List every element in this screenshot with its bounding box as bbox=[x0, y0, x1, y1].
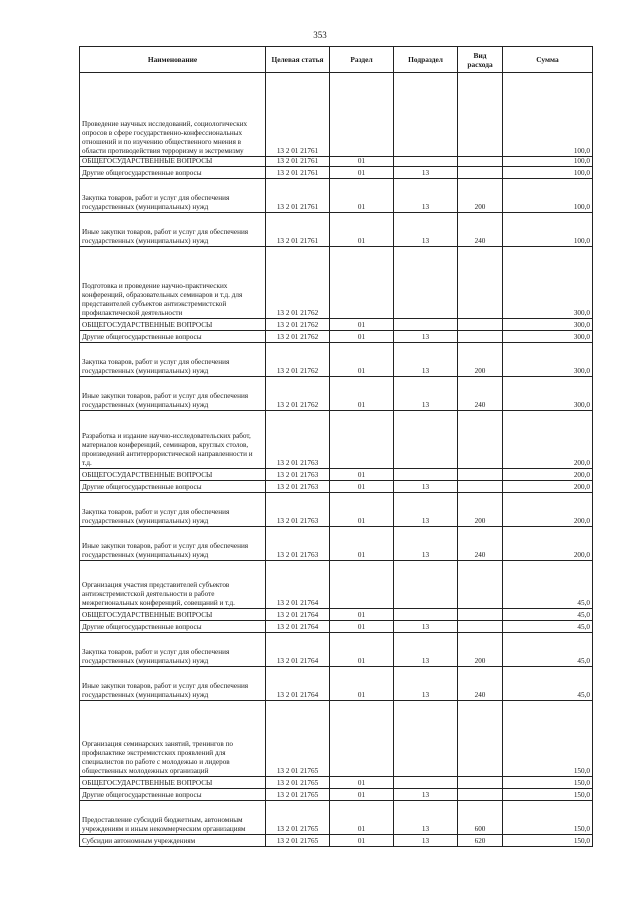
table-row-subsection: 13 bbox=[394, 179, 458, 213]
table-row bbox=[80, 319, 593, 331]
table-row-subsection bbox=[394, 411, 458, 469]
table-row-name: ОБЩЕГОСУДАРСТВЕННЫЕ ВОПРОСЫ bbox=[80, 319, 266, 331]
table-row-target-article: 13 2 01 21763 bbox=[266, 411, 330, 469]
table-row-sum: 100,0 bbox=[503, 73, 593, 157]
header-expense-type: Вид расхода bbox=[458, 47, 503, 73]
table-row-target-article: 13 2 01 21761 bbox=[266, 179, 330, 213]
table-row-sum: 100,0 bbox=[503, 179, 593, 213]
table-row-sum: 200,0 bbox=[503, 527, 593, 561]
table-row-name: ОБЩЕГОСУДАРСТВЕННЫЕ ВОПРОСЫ bbox=[80, 469, 266, 481]
table-row bbox=[80, 801, 593, 835]
table-row-target-article: 13 2 01 21765 bbox=[266, 835, 330, 847]
table-row bbox=[80, 777, 593, 789]
table-row-sum: 300,0 bbox=[503, 331, 593, 343]
table-row-section: 01 bbox=[330, 667, 394, 701]
table-row-section: 01 bbox=[330, 609, 394, 621]
table-row-name: Другие общегосударственные вопросы bbox=[80, 167, 266, 179]
table-row-subsection bbox=[394, 469, 458, 481]
table-row-expense-type: 200 bbox=[458, 343, 503, 377]
table-row-section: 01 bbox=[330, 167, 394, 179]
table-row-name: Организация семинарских занятий, тренингов по профилактике экстремистских проявлений для специалистов по работе с молодежью и лидеров общественных молодежных организаций bbox=[80, 701, 266, 777]
table-row bbox=[80, 157, 593, 167]
table-row-sum: 100,0 bbox=[503, 213, 593, 247]
table-row-subsection: 13 bbox=[394, 667, 458, 701]
table-row bbox=[80, 701, 593, 777]
table-row-section bbox=[330, 561, 394, 609]
table-row-sum: 150,0 bbox=[503, 701, 593, 777]
page-number: 353 bbox=[313, 30, 327, 40]
table-row-subsection: 13 bbox=[394, 481, 458, 493]
header-subsection: Подраздел bbox=[394, 47, 458, 73]
table-row bbox=[80, 633, 593, 667]
table-row bbox=[80, 377, 593, 411]
table-row-section: 01 bbox=[330, 469, 394, 481]
table-row-section bbox=[330, 701, 394, 777]
table-row-expense-type bbox=[458, 319, 503, 331]
table-row-subsection bbox=[394, 561, 458, 609]
table-row bbox=[80, 493, 593, 527]
table-row-sum: 45,0 bbox=[503, 609, 593, 621]
table-row bbox=[80, 621, 593, 633]
table-row-expense-type: 240 bbox=[458, 377, 503, 411]
table-row-name: Иные закупки товаров, работ и услуг для обеспечения государственных (муниципальных) нужд bbox=[80, 213, 266, 247]
table-row-expense-type bbox=[458, 777, 503, 789]
table-row-subsection: 13 bbox=[394, 633, 458, 667]
table-row bbox=[80, 247, 593, 319]
table-row-section: 01 bbox=[330, 777, 394, 789]
table-row-target-article: 13 2 01 21764 bbox=[266, 561, 330, 609]
table-row-sum: 150,0 bbox=[503, 789, 593, 801]
table-row-section: 01 bbox=[330, 621, 394, 633]
table-row bbox=[80, 527, 593, 561]
table-row-sum: 300,0 bbox=[503, 319, 593, 331]
table-row bbox=[80, 343, 593, 377]
table-row-section: 01 bbox=[330, 493, 394, 527]
table-row-target-article: 13 2 01 21765 bbox=[266, 701, 330, 777]
table-row-expense-type bbox=[458, 331, 503, 343]
table-row-expense-type: 600 bbox=[458, 801, 503, 835]
table-row-sum: 45,0 bbox=[503, 621, 593, 633]
table-row-section: 01 bbox=[330, 377, 394, 411]
table-row-target-article: 13 2 01 21762 bbox=[266, 319, 330, 331]
table-row bbox=[80, 167, 593, 179]
table-row-subsection bbox=[394, 73, 458, 157]
table-row-name: Организация участия представителей субъектов антиэкстремистской деятельности в работе межрегиональных конференций, совещаний и т.д. bbox=[80, 561, 266, 609]
table-row-subsection bbox=[394, 157, 458, 167]
table-row-sum: 45,0 bbox=[503, 561, 593, 609]
table-row-subsection bbox=[394, 319, 458, 331]
table-row-name: Разработка и издание научно-исследовательских работ, материалов конференций, семинаров, круглых столов, произведений антитеррористической направленности и т.д. bbox=[80, 411, 266, 469]
header-target-article: Целевая статья bbox=[266, 47, 330, 73]
table-row-section: 01 bbox=[330, 331, 394, 343]
table-row-section: 01 bbox=[330, 789, 394, 801]
table-row bbox=[80, 179, 593, 213]
header-section: Раздел bbox=[330, 47, 394, 73]
table-row-target-article: 13 2 01 21764 bbox=[266, 633, 330, 667]
table-row-subsection: 13 bbox=[394, 493, 458, 527]
table-row-subsection: 13 bbox=[394, 527, 458, 561]
table-row-sum: 45,0 bbox=[503, 667, 593, 701]
table-row-name: Закупка товаров, работ и услуг для обеспечения государственных (муниципальных) нужд bbox=[80, 179, 266, 213]
table-row-target-article: 13 2 01 21761 bbox=[266, 157, 330, 167]
table-row-expense-type: 200 bbox=[458, 493, 503, 527]
table-row-expense-type: 200 bbox=[458, 633, 503, 667]
table-row-target-article: 13 2 01 21761 bbox=[266, 167, 330, 179]
table-row-target-article: 13 2 01 21764 bbox=[266, 609, 330, 621]
table-row-expense-type bbox=[458, 247, 503, 319]
table-row-expense-type: 240 bbox=[458, 667, 503, 701]
table-row-name: Другие общегосударственные вопросы bbox=[80, 331, 266, 343]
table-row-section: 01 bbox=[330, 801, 394, 835]
table-row-section: 01 bbox=[330, 527, 394, 561]
table-row-section bbox=[330, 73, 394, 157]
header-sum: Сумма bbox=[503, 47, 593, 73]
table-row-sum: 200,0 bbox=[503, 481, 593, 493]
table-row-expense-type: 200 bbox=[458, 179, 503, 213]
table-row-expense-type bbox=[458, 701, 503, 777]
table-row bbox=[80, 835, 593, 847]
table-row-expense-type bbox=[458, 157, 503, 167]
table-row-subsection bbox=[394, 777, 458, 789]
table-row-target-article: 13 2 01 21765 bbox=[266, 801, 330, 835]
table-row bbox=[80, 213, 593, 247]
table-row-sum: 150,0 bbox=[503, 835, 593, 847]
table-row-subsection: 13 bbox=[394, 835, 458, 847]
table-row bbox=[80, 609, 593, 621]
table-row-subsection: 13 bbox=[394, 377, 458, 411]
table-row bbox=[80, 789, 593, 801]
table-row-target-article: 13 2 01 21761 bbox=[266, 73, 330, 157]
table-row-target-article: 13 2 01 21762 bbox=[266, 377, 330, 411]
table-row-target-article: 13 2 01 21762 bbox=[266, 331, 330, 343]
table-row-target-article: 13 2 01 21762 bbox=[266, 247, 330, 319]
table-row-name: ОБЩЕГОСУДАРСТВЕННЫЕ ВОПРОСЫ bbox=[80, 157, 266, 167]
table-row-section bbox=[330, 411, 394, 469]
table-row-expense-type bbox=[458, 167, 503, 179]
table-row-section: 01 bbox=[330, 179, 394, 213]
table-row bbox=[80, 561, 593, 609]
table-row-target-article: 13 2 01 21761 bbox=[266, 213, 330, 247]
budget-table bbox=[79, 46, 593, 847]
table-row bbox=[80, 411, 593, 469]
table-row-name: Другие общегосударственные вопросы bbox=[80, 621, 266, 633]
table-row-expense-type: 240 bbox=[458, 527, 503, 561]
table-row-name: ОБЩЕГОСУДАРСТВЕННЫЕ ВОПРОСЫ bbox=[80, 777, 266, 789]
table-row-expense-type bbox=[458, 561, 503, 609]
table-row-expense-type bbox=[458, 469, 503, 481]
table-row-name: ОБЩЕГОСУДАРСТВЕННЫЕ ВОПРОСЫ bbox=[80, 609, 266, 621]
table-row-name: Проведение научных исследований, социологических опросов в сфере государственно-конфессиональных отношений и по изучению общественного мнения в области противодействия терроризму и экстремизму bbox=[80, 73, 266, 157]
table-row-name: Подготовка и проведение научно-практических конференций, образовательных семинаров и т.д. для представителей субъектов антиэкстремистской профилактической деятельности bbox=[80, 247, 266, 319]
table-row-expense-type bbox=[458, 789, 503, 801]
table-row-name: Иные закупки товаров, работ и услуг для обеспечения государственных (муниципальных) нужд bbox=[80, 527, 266, 561]
table-row-target-article: 13 2 01 21764 bbox=[266, 667, 330, 701]
table-row-sum: 45,0 bbox=[503, 633, 593, 667]
table-row-subsection bbox=[394, 609, 458, 621]
table-header-row bbox=[80, 47, 593, 73]
table-row-section bbox=[330, 247, 394, 319]
table-row-target-article: 13 2 01 21763 bbox=[266, 469, 330, 481]
table-row-sum: 100,0 bbox=[503, 167, 593, 179]
table-row-sum: 150,0 bbox=[503, 777, 593, 789]
table-row-subsection: 13 bbox=[394, 789, 458, 801]
table-row-name: Другие общегосударственные вопросы bbox=[80, 481, 266, 493]
table-row-section: 01 bbox=[330, 633, 394, 667]
table-row-name: Закупка товаров, работ и услуг для обеспечения государственных (муниципальных) нужд bbox=[80, 493, 266, 527]
table-row-section: 01 bbox=[330, 213, 394, 247]
table-row-name: Субсидии автономным учреждениям bbox=[80, 835, 266, 847]
table-row-section: 01 bbox=[330, 343, 394, 377]
table-row-sum: 300,0 bbox=[503, 247, 593, 319]
table-row-target-article: 13 2 01 21762 bbox=[266, 343, 330, 377]
header-name: Наименование bbox=[80, 47, 266, 73]
table-row-expense-type bbox=[458, 411, 503, 469]
table-row-expense-type: 240 bbox=[458, 213, 503, 247]
table-row-subsection: 13 bbox=[394, 801, 458, 835]
table-row-subsection bbox=[394, 701, 458, 777]
table-row-subsection bbox=[394, 247, 458, 319]
table-row-sum: 300,0 bbox=[503, 377, 593, 411]
table-row-expense-type bbox=[458, 73, 503, 157]
table-row-target-article: 13 2 01 21763 bbox=[266, 493, 330, 527]
table-row-name: Иные закупки товаров, работ и услуг для обеспечения государственных (муниципальных) нужд bbox=[80, 377, 266, 411]
table-row bbox=[80, 73, 593, 157]
table-row-sum: 200,0 bbox=[503, 411, 593, 469]
table-row-name: Другие общегосударственные вопросы bbox=[80, 789, 266, 801]
table-row-sum: 100,0 bbox=[503, 157, 593, 167]
table-row-sum: 200,0 bbox=[503, 469, 593, 481]
table-row-subsection: 13 bbox=[394, 167, 458, 179]
table-row-section: 01 bbox=[330, 319, 394, 331]
table-row-subsection: 13 bbox=[394, 331, 458, 343]
table-row-name: Закупка товаров, работ и услуг для обеспечения государственных (муниципальных) нужд bbox=[80, 633, 266, 667]
table-row-sum: 300,0 bbox=[503, 343, 593, 377]
table-row-name: Предоставление субсидий бюджетным, автономным учреждениям и иным некоммерческим организациям bbox=[80, 801, 266, 835]
table-row bbox=[80, 331, 593, 343]
table-row-expense-type bbox=[458, 609, 503, 621]
table-body bbox=[80, 73, 593, 847]
table-row bbox=[80, 469, 593, 481]
table-row-expense-type: 620 bbox=[458, 835, 503, 847]
table-row-subsection: 13 bbox=[394, 343, 458, 377]
table-row-section: 01 bbox=[330, 481, 394, 493]
table-row-name: Закупка товаров, работ и услуг для обеспечения государственных (муниципальных) нужд bbox=[80, 343, 266, 377]
table-row-name: Иные закупки товаров, работ и услуг для обеспечения государственных (муниципальных) нужд bbox=[80, 667, 266, 701]
table-row-expense-type bbox=[458, 621, 503, 633]
table-row-subsection: 13 bbox=[394, 213, 458, 247]
table-row-section: 01 bbox=[330, 157, 394, 167]
table-row-target-article: 13 2 01 21764 bbox=[266, 621, 330, 633]
table-row-sum: 200,0 bbox=[503, 493, 593, 527]
table-row bbox=[80, 667, 593, 701]
table-row-target-article: 13 2 01 21765 bbox=[266, 777, 330, 789]
table-row-target-article: 13 2 01 21763 bbox=[266, 527, 330, 561]
table-row-sum: 150,0 bbox=[503, 801, 593, 835]
table-row-expense-type bbox=[458, 481, 503, 493]
table-row-target-article: 13 2 01 21763 bbox=[266, 481, 330, 493]
table-row-section: 01 bbox=[330, 835, 394, 847]
table-row bbox=[80, 481, 593, 493]
table-row-target-article: 13 2 01 21765 bbox=[266, 789, 330, 801]
table-row-subsection: 13 bbox=[394, 621, 458, 633]
